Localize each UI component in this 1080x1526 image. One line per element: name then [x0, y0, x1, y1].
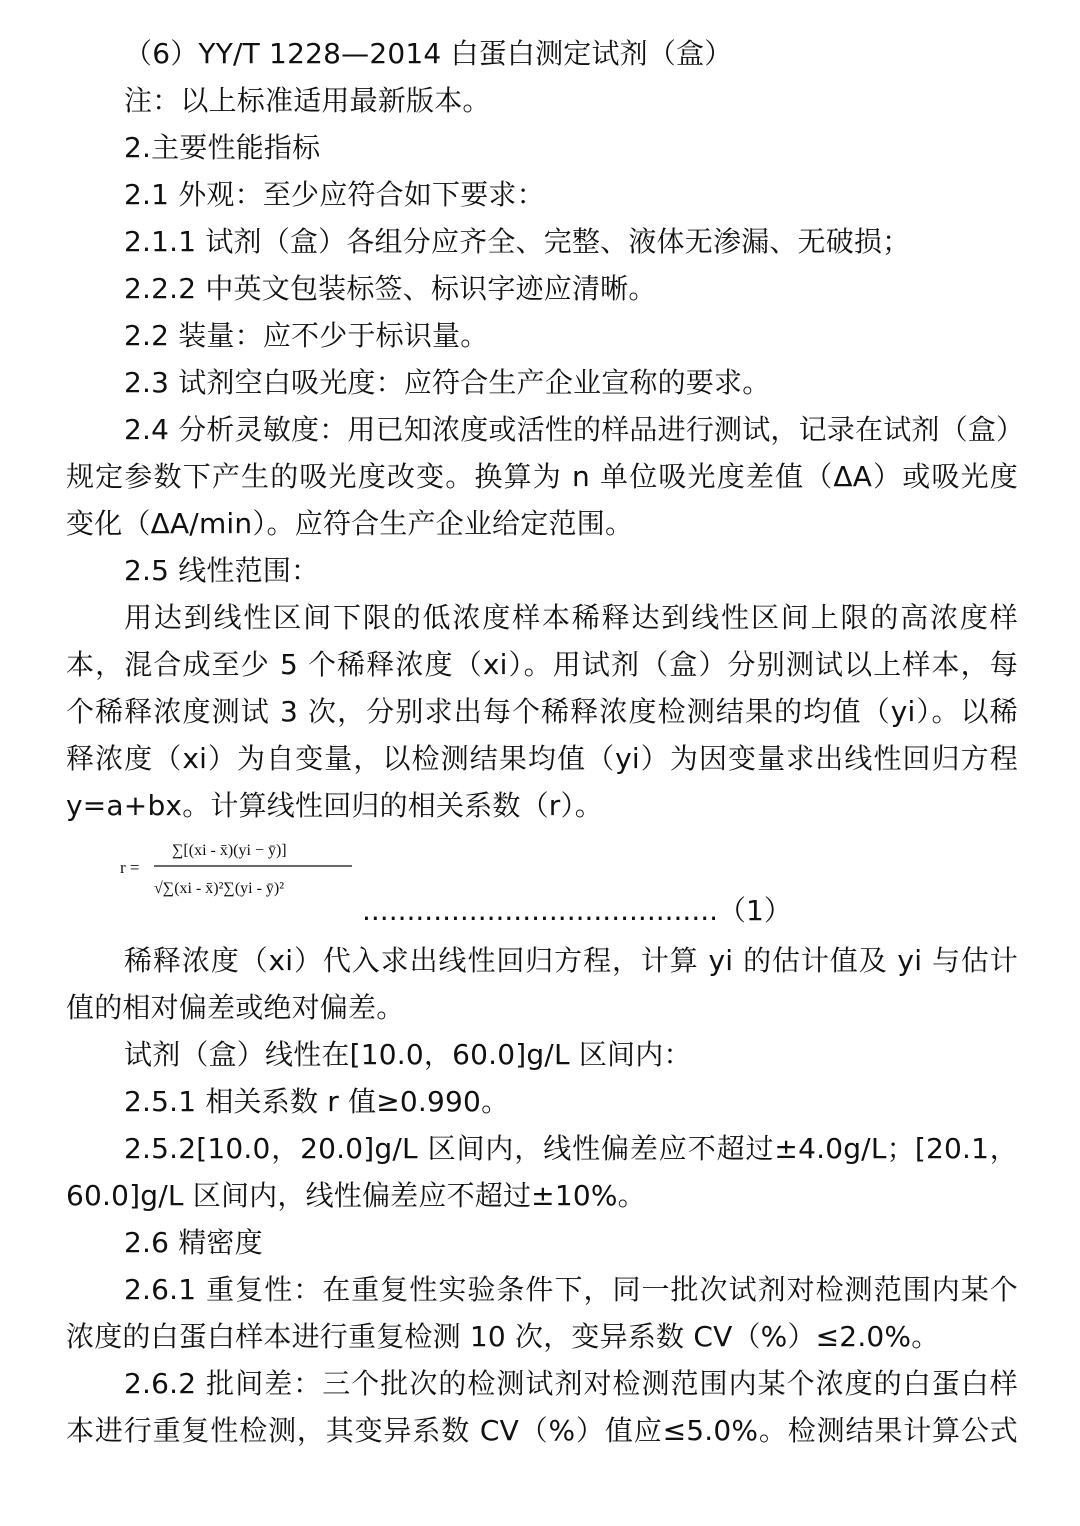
section-heading: 2.2 装量：应不少于标识量。	[124, 319, 489, 352]
text-line: （6）YY/T 1228—2014 白蛋白测定试剂（盒）	[124, 37, 733, 70]
correlation-formula	[66, 831, 1018, 927]
section-heading: 2.主要性能指标	[124, 131, 321, 164]
paragraph-line: 2.6.1 重复性：在重复性实验条件下，同一批次试剂对检测范围内某个	[124, 1273, 1018, 1306]
paragraph-line: 值的相对偏差或绝对偏差。	[66, 991, 405, 1024]
note-line: 注：以上标准适用最新版本。	[124, 84, 491, 117]
equation-number: ........................................（1）	[362, 894, 792, 927]
section-heading: 2.1 外观：至少应符合如下要求：	[124, 178, 545, 211]
paragraph-line: 2.4 分析灵敏度：用已知浓度或活性的样品进行测试，记录在试剂（盒）	[124, 413, 1025, 446]
text-line: 2.1.1 试剂（盒）各组分应齐全、完整、液体无渗漏、无破损；	[124, 225, 911, 258]
paragraph-line: 浓度的白蛋白样本进行重复检测 10 次，变异系数 CV（%）≤2.0%。	[66, 1320, 940, 1353]
paragraph-line: 2.5.2[10.0，20.0]g/L 区间内，线性偏差应不超过±4.0g/L；[20.1，	[124, 1132, 1018, 1165]
paragraph-line: 2.6.2 批间差：三个批次的检测试剂对检测范围内某个浓度的白蛋白样	[124, 1367, 1018, 1400]
text-line: 2.5.1 相关系数 r 值≥0.990。	[124, 1085, 510, 1118]
paragraph-line: 个稀释浓度测试 3 次，分别求出每个稀释浓度检测结果的均值（yi）。以稀	[66, 695, 1018, 728]
paragraph-line: 60.0]g/L 区间内，线性偏差应不超过±10%。	[66, 1179, 646, 1212]
paragraph-line: 用达到线性区间下限的低浓度样本稀释达到线性区间上限的高浓度样	[124, 601, 1018, 634]
paragraph-line: 本，混合成至少 5 个稀释浓度（xi）。用试剂（盒）分别测试以上样本，每	[66, 648, 1018, 681]
paragraph-line: y=a+bx。计算线性回归的相关系数（r）。	[66, 789, 603, 822]
section-heading: 2.5 线性范围：	[124, 554, 320, 587]
section-heading: 2.6 精密度	[124, 1226, 263, 1259]
paragraph-line: 释浓度（xi）为自变量，以检测结果均值（yi）为因变量求出线性回归方程	[66, 742, 1018, 775]
formula-denominator: √∑(xi - x̄)²∑(yi - ȳ)²	[154, 880, 285, 897]
section-heading: 2.3 试剂空白吸光度：应符合生产企业宣称的要求。	[124, 366, 771, 399]
formula-numerator: ∑[(xi - x̄)(yi − ȳ)]	[172, 842, 287, 859]
paragraph-line: 变化（ΔA/min）。应符合生产企业给定范围。	[66, 507, 634, 540]
paragraph-line: 稀释浓度（xi）代入求出线性回归方程，计算 yi 的估计值及 yi 与估计	[124, 944, 1018, 977]
formula-lhs: r =	[120, 858, 140, 877]
text-line: 2.2.2 中英文包装标签、标识字迹应清晰。	[124, 272, 657, 305]
text-line: 试剂（盒）线性在[10.0，60.0]g/L 区间内：	[124, 1038, 692, 1071]
formula-graphic	[118, 831, 358, 911]
paragraph-line: 本进行重复性检测，其变异系数 CV（%）值应≤5.0%。检测结果计算公式	[66, 1414, 1018, 1447]
paragraph-line: 规定参数下产生的吸光度改变。换算为 n 单位吸光度差值（ΔA）或吸光度	[66, 460, 1018, 493]
document-page	[66, 30, 1025, 1454]
